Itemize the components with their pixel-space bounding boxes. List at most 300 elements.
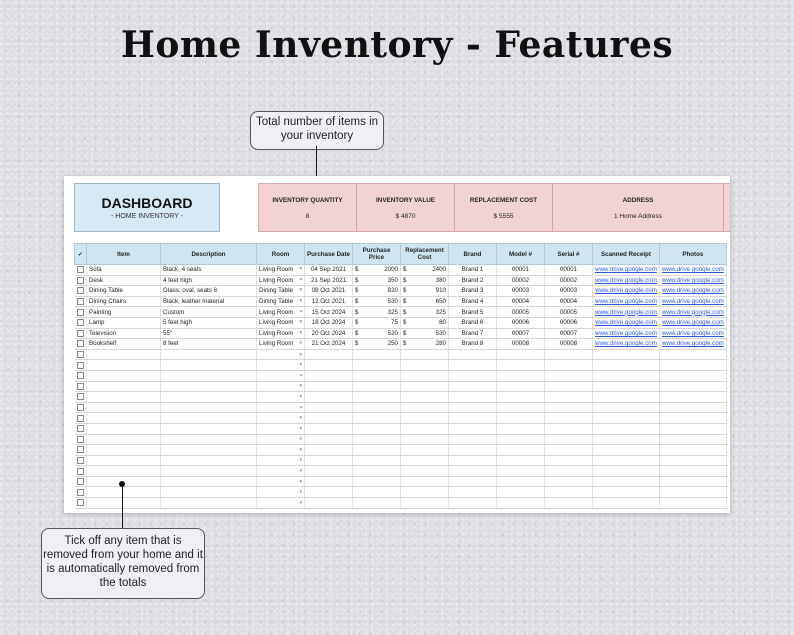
- cell-room[interactable]: [257, 392, 305, 403]
- empty-cell[interactable]: [353, 466, 401, 477]
- cell-description[interactable]: 55": [161, 328, 257, 339]
- empty-cell[interactable]: [449, 381, 497, 392]
- empty-cell[interactable]: [401, 370, 449, 381]
- cell-photos[interactable]: [659, 339, 726, 350]
- empty-cell[interactable]: [659, 445, 726, 456]
- empty-cell[interactable]: [353, 476, 401, 487]
- empty-cell[interactable]: [449, 476, 497, 487]
- cell-scanned-receipt[interactable]: [593, 286, 660, 297]
- cell-room[interactable]: [257, 265, 305, 276]
- empty-cell[interactable]: [497, 434, 545, 445]
- empty-cell[interactable]: [87, 498, 161, 509]
- cell-room[interactable]: [257, 487, 305, 498]
- chevron-down-icon[interactable]: ▾: [299, 319, 302, 326]
- chevron-down-icon[interactable]: ▾: [299, 329, 302, 336]
- chevron-down-icon[interactable]: ▾: [299, 468, 302, 475]
- chevron-down-icon[interactable]: ▾: [299, 415, 302, 422]
- cell-room[interactable]: [257, 339, 305, 350]
- empty-cell[interactable]: [545, 498, 593, 509]
- empty-cell[interactable]: [353, 434, 401, 445]
- empty-cell[interactable]: [593, 402, 660, 413]
- chevron-down-icon[interactable]: ▾: [299, 404, 302, 411]
- empty-cell[interactable]: [401, 466, 449, 477]
- chevron-down-icon[interactable]: ▾: [299, 436, 302, 443]
- chevron-down-icon[interactable]: ▾: [299, 499, 302, 506]
- cell-purchase-price[interactable]: [353, 275, 401, 286]
- cell-item[interactable]: Sofa: [87, 265, 161, 276]
- empty-cell[interactable]: [161, 423, 257, 434]
- cell-photos[interactable]: [659, 286, 726, 297]
- empty-cell[interactable]: [449, 360, 497, 371]
- row-checkbox[interactable]: [77, 362, 84, 369]
- cell-model[interactable]: 00004: [497, 296, 545, 307]
- cell-photos[interactable]: [659, 275, 726, 286]
- row-checkbox[interactable]: [77, 298, 84, 305]
- empty-cell[interactable]: [497, 487, 545, 498]
- empty-cell[interactable]: [593, 413, 660, 424]
- cell-photos[interactable]: [659, 317, 726, 328]
- empty-cell[interactable]: [659, 402, 726, 413]
- empty-cell[interactable]: [401, 498, 449, 509]
- empty-cell[interactable]: [545, 392, 593, 403]
- cell-scanned-receipt[interactable]: [593, 307, 660, 318]
- cell-item[interactable]: Lamp: [87, 317, 161, 328]
- empty-cell[interactable]: [401, 455, 449, 466]
- cell-purchase-price[interactable]: [353, 307, 401, 318]
- empty-cell[interactable]: [353, 413, 401, 424]
- empty-cell[interactable]: [401, 381, 449, 392]
- empty-cell[interactable]: [87, 349, 161, 360]
- empty-cell[interactable]: [593, 455, 660, 466]
- empty-cell[interactable]: [401, 392, 449, 403]
- empty-cell[interactable]: [87, 455, 161, 466]
- cell-item[interactable]: Dining Table: [87, 286, 161, 297]
- receipt-link[interactable]: www.drive.google.com: [595, 298, 657, 306]
- empty-cell[interactable]: [161, 498, 257, 509]
- cell-description[interactable]: Custom: [161, 307, 257, 318]
- chevron-down-icon[interactable]: ▾: [299, 425, 302, 432]
- cell-brand[interactable]: Brand 8: [449, 339, 497, 350]
- empty-cell[interactable]: [593, 392, 660, 403]
- cell-room[interactable]: [257, 286, 305, 297]
- cell-replacement-cost[interactable]: [401, 265, 449, 276]
- empty-cell[interactable]: [305, 455, 353, 466]
- cell-room[interactable]: [257, 476, 305, 487]
- photos-link[interactable]: www.drive.google.com: [661, 298, 724, 306]
- row-checkbox[interactable]: [77, 478, 84, 485]
- empty-cell[interactable]: [659, 466, 726, 477]
- receipt-link[interactable]: www.drive.google.com: [595, 329, 657, 337]
- cell-description[interactable]: 4 feet high: [161, 275, 257, 286]
- empty-cell[interactable]: [401, 487, 449, 498]
- photos-link[interactable]: www.drive.google.com: [661, 329, 724, 337]
- receipt-link[interactable]: www.drive.google.com: [595, 287, 657, 295]
- chevron-down-icon[interactable]: ▾: [299, 298, 302, 305]
- empty-cell[interactable]: [659, 455, 726, 466]
- empty-cell[interactable]: [593, 476, 660, 487]
- cell-scanned-receipt[interactable]: [593, 328, 660, 339]
- empty-cell[interactable]: [497, 498, 545, 509]
- row-checkbox[interactable]: [77, 393, 84, 400]
- empty-cell[interactable]: [593, 349, 660, 360]
- cell-purchase-date[interactable]: 18 Oct 2024: [305, 317, 353, 328]
- empty-cell[interactable]: [353, 349, 401, 360]
- row-checkbox[interactable]: [77, 415, 84, 422]
- row-checkbox[interactable]: [77, 404, 84, 411]
- row-checkbox[interactable]: [77, 372, 84, 379]
- empty-cell[interactable]: [497, 455, 545, 466]
- empty-cell[interactable]: [593, 498, 660, 509]
- cell-replacement-cost[interactable]: [401, 275, 449, 286]
- empty-cell[interactable]: [545, 360, 593, 371]
- empty-cell[interactable]: [305, 381, 353, 392]
- cell-photos[interactable]: [659, 265, 726, 276]
- cell-serial[interactable]: 00004: [545, 296, 593, 307]
- row-checkbox[interactable]: [77, 468, 84, 475]
- photos-link[interactable]: www.drive.google.com: [661, 319, 724, 327]
- empty-cell[interactable]: [545, 402, 593, 413]
- receipt-link[interactable]: www.drive.google.com: [595, 276, 657, 284]
- empty-cell[interactable]: [87, 392, 161, 403]
- empty-cell[interactable]: [497, 349, 545, 360]
- row-checkbox[interactable]: [77, 499, 84, 506]
- cell-scanned-receipt[interactable]: [593, 317, 660, 328]
- empty-cell[interactable]: [449, 434, 497, 445]
- empty-cell[interactable]: [545, 381, 593, 392]
- cell-room[interactable]: [257, 434, 305, 445]
- cell-room[interactable]: [257, 445, 305, 456]
- chevron-down-icon[interactable]: ▾: [299, 287, 302, 294]
- empty-cell[interactable]: [87, 360, 161, 371]
- empty-cell[interactable]: [449, 402, 497, 413]
- cell-serial[interactable]: 00002: [545, 275, 593, 286]
- empty-cell[interactable]: [305, 370, 353, 381]
- cell-room[interactable]: [257, 275, 305, 286]
- cell-photos[interactable]: [659, 296, 726, 307]
- chevron-down-icon[interactable]: ▾: [299, 276, 302, 283]
- empty-cell[interactable]: [353, 423, 401, 434]
- empty-cell[interactable]: [401, 476, 449, 487]
- row-checkbox[interactable]: [77, 266, 84, 273]
- empty-cell[interactable]: [305, 476, 353, 487]
- empty-cell[interactable]: [449, 423, 497, 434]
- empty-cell[interactable]: [659, 381, 726, 392]
- empty-cell[interactable]: [353, 445, 401, 456]
- cell-serial[interactable]: 00001: [545, 265, 593, 276]
- cell-purchase-price[interactable]: [353, 339, 401, 350]
- cell-purchase-price[interactable]: [353, 317, 401, 328]
- cell-model[interactable]: 00006: [497, 317, 545, 328]
- empty-cell[interactable]: [305, 498, 353, 509]
- empty-cell[interactable]: [87, 434, 161, 445]
- cell-purchase-date[interactable]: 21 Sep 2021: [305, 275, 353, 286]
- empty-cell[interactable]: [353, 392, 401, 403]
- cell-replacement-cost[interactable]: [401, 307, 449, 318]
- empty-cell[interactable]: [449, 349, 497, 360]
- empty-cell[interactable]: [449, 370, 497, 381]
- empty-cell[interactable]: [305, 434, 353, 445]
- empty-cell[interactable]: [497, 445, 545, 456]
- empty-cell[interactable]: [545, 487, 593, 498]
- empty-cell[interactable]: [449, 487, 497, 498]
- cell-purchase-date[interactable]: 15 Oct 2024: [305, 307, 353, 318]
- chevron-down-icon[interactable]: ▾: [299, 266, 302, 273]
- row-checkbox[interactable]: [77, 446, 84, 453]
- summary-value[interactable]: 1 Home Address: [613, 213, 663, 220]
- empty-cell[interactable]: [659, 423, 726, 434]
- empty-cell[interactable]: [449, 392, 497, 403]
- empty-cell[interactable]: [593, 360, 660, 371]
- cell-purchase-price[interactable]: [353, 328, 401, 339]
- empty-cell[interactable]: [449, 413, 497, 424]
- empty-cell[interactable]: [659, 349, 726, 360]
- cell-replacement-cost[interactable]: [401, 296, 449, 307]
- photos-link[interactable]: www.drive.google.com: [661, 308, 724, 316]
- cell-model[interactable]: 00007: [497, 328, 545, 339]
- cell-room[interactable]: [257, 413, 305, 424]
- cell-room[interactable]: [257, 296, 305, 307]
- empty-cell[interactable]: [87, 423, 161, 434]
- cell-serial[interactable]: 00007: [545, 328, 593, 339]
- empty-cell[interactable]: [401, 349, 449, 360]
- empty-cell[interactable]: [161, 413, 257, 424]
- cell-room[interactable]: [257, 328, 305, 339]
- empty-cell[interactable]: [593, 381, 660, 392]
- empty-cell[interactable]: [305, 423, 353, 434]
- cell-serial[interactable]: 00006: [545, 317, 593, 328]
- empty-cell[interactable]: [401, 423, 449, 434]
- cell-description[interactable]: Black, leather material: [161, 296, 257, 307]
- cell-item[interactable]: Desk: [87, 275, 161, 286]
- empty-cell[interactable]: [161, 381, 257, 392]
- empty-cell[interactable]: [401, 434, 449, 445]
- empty-cell[interactable]: [497, 466, 545, 477]
- empty-cell[interactable]: [305, 466, 353, 477]
- empty-cell[interactable]: [305, 360, 353, 371]
- chevron-down-icon[interactable]: ▾: [299, 478, 302, 485]
- cell-scanned-receipt[interactable]: [593, 265, 660, 276]
- empty-cell[interactable]: [353, 370, 401, 381]
- cell-room[interactable]: [257, 402, 305, 413]
- cell-item[interactable]: Television: [87, 328, 161, 339]
- empty-cell[interactable]: [659, 487, 726, 498]
- empty-cell[interactable]: [87, 370, 161, 381]
- empty-cell[interactable]: [593, 423, 660, 434]
- cell-scanned-receipt[interactable]: [593, 339, 660, 350]
- chevron-down-icon[interactable]: ▾: [299, 383, 302, 390]
- cell-purchase-price[interactable]: [353, 286, 401, 297]
- empty-cell[interactable]: [161, 370, 257, 381]
- row-checkbox[interactable]: [77, 277, 84, 284]
- empty-cell[interactable]: [545, 466, 593, 477]
- empty-cell[interactable]: [161, 402, 257, 413]
- empty-cell[interactable]: [87, 445, 161, 456]
- receipt-link[interactable]: www.drive.google.com: [595, 340, 657, 348]
- empty-cell[interactable]: [545, 413, 593, 424]
- cell-purchase-date[interactable]: 21 Oct 2024: [305, 339, 353, 350]
- row-checkbox[interactable]: [77, 351, 84, 358]
- photos-link[interactable]: www.drive.google.com: [661, 266, 724, 274]
- row-checkbox[interactable]: [77, 330, 84, 337]
- cell-room[interactable]: [257, 307, 305, 318]
- cell-room[interactable]: [257, 317, 305, 328]
- cell-purchase-price[interactable]: [353, 265, 401, 276]
- empty-cell[interactable]: [659, 434, 726, 445]
- cell-purchase-date[interactable]: 12 Oct 2021: [305, 296, 353, 307]
- chevron-down-icon[interactable]: ▾: [299, 351, 302, 358]
- chevron-down-icon[interactable]: ▾: [299, 489, 302, 496]
- cell-room[interactable]: [257, 349, 305, 360]
- cell-purchase-date[interactable]: 08 Oct 2021: [305, 286, 353, 297]
- empty-cell[interactable]: [87, 413, 161, 424]
- empty-cell[interactable]: [449, 455, 497, 466]
- empty-cell[interactable]: [545, 476, 593, 487]
- receipt-link[interactable]: www.drive.google.com: [595, 266, 657, 274]
- row-checkbox[interactable]: [77, 340, 84, 347]
- cell-room[interactable]: [257, 455, 305, 466]
- cell-description[interactable]: Black, 4 seats: [161, 265, 257, 276]
- cell-brand[interactable]: Brand 6: [449, 317, 497, 328]
- cell-replacement-cost[interactable]: [401, 328, 449, 339]
- empty-cell[interactable]: [593, 445, 660, 456]
- photos-link[interactable]: www.drive.google.com: [661, 276, 724, 284]
- empty-cell[interactable]: [353, 381, 401, 392]
- cell-purchase-date[interactable]: 04 Sep 2021: [305, 265, 353, 276]
- receipt-link[interactable]: www.drive.google.com: [595, 308, 657, 316]
- cell-model[interactable]: 00002: [497, 275, 545, 286]
- empty-cell[interactable]: [401, 402, 449, 413]
- empty-cell[interactable]: [353, 487, 401, 498]
- row-checkbox[interactable]: [77, 309, 84, 316]
- chevron-down-icon[interactable]: ▾: [299, 372, 302, 379]
- empty-cell[interactable]: [401, 413, 449, 424]
- empty-cell[interactable]: [305, 445, 353, 456]
- cell-room[interactable]: [257, 370, 305, 381]
- cell-photos[interactable]: [659, 328, 726, 339]
- cell-photos[interactable]: [659, 307, 726, 318]
- row-checkbox[interactable]: [77, 457, 84, 464]
- empty-cell[interactable]: [161, 434, 257, 445]
- cell-room[interactable]: [257, 381, 305, 392]
- empty-cell[interactable]: [497, 360, 545, 371]
- empty-cell[interactable]: [659, 476, 726, 487]
- cell-brand[interactable]: Brand 2: [449, 275, 497, 286]
- empty-cell[interactable]: [449, 498, 497, 509]
- empty-cell[interactable]: [161, 476, 257, 487]
- empty-cell[interactable]: [401, 360, 449, 371]
- empty-cell[interactable]: [545, 445, 593, 456]
- summary-value[interactable]: $ 5555: [493, 213, 514, 220]
- empty-cell[interactable]: [497, 476, 545, 487]
- chevron-down-icon[interactable]: ▾: [299, 340, 302, 347]
- summary-value[interactable]: 8: [305, 213, 310, 220]
- empty-cell[interactable]: [545, 434, 593, 445]
- empty-cell[interactable]: [87, 402, 161, 413]
- row-checkbox[interactable]: [77, 383, 84, 390]
- cell-item[interactable]: Dining Chairs: [87, 296, 161, 307]
- empty-cell[interactable]: [449, 466, 497, 477]
- cell-brand[interactable]: Brand 1: [449, 265, 497, 276]
- cell-brand[interactable]: Brand 3: [449, 286, 497, 297]
- photos-link[interactable]: www.drive.google.com: [661, 287, 724, 295]
- receipt-link[interactable]: www.drive.google.com: [595, 319, 657, 327]
- empty-cell[interactable]: [593, 434, 660, 445]
- empty-cell[interactable]: [305, 487, 353, 498]
- cell-replacement-cost[interactable]: [401, 317, 449, 328]
- cell-purchase-date[interactable]: 20 Oct 2024: [305, 328, 353, 339]
- empty-cell[interactable]: [497, 392, 545, 403]
- chevron-down-icon[interactable]: ▾: [299, 393, 302, 400]
- empty-cell[interactable]: [161, 360, 257, 371]
- cell-room[interactable]: [257, 466, 305, 477]
- empty-cell[interactable]: [659, 498, 726, 509]
- empty-cell[interactable]: [497, 370, 545, 381]
- cell-description[interactable]: Glass, oval, seats 8: [161, 286, 257, 297]
- empty-cell[interactable]: [87, 487, 161, 498]
- cell-item[interactable]: Painting: [87, 307, 161, 318]
- empty-cell[interactable]: [161, 445, 257, 456]
- empty-cell[interactable]: [161, 392, 257, 403]
- row-checkbox[interactable]: [77, 489, 84, 496]
- empty-cell[interactable]: [659, 370, 726, 381]
- chevron-down-icon[interactable]: ▾: [299, 362, 302, 369]
- empty-cell[interactable]: [305, 413, 353, 424]
- cell-scanned-receipt[interactable]: [593, 275, 660, 286]
- empty-cell[interactable]: [497, 402, 545, 413]
- empty-cell[interactable]: [161, 349, 257, 360]
- empty-cell[interactable]: [305, 392, 353, 403]
- empty-cell[interactable]: [545, 370, 593, 381]
- row-checkbox[interactable]: [77, 425, 84, 432]
- cell-brand[interactable]: Brand 5: [449, 307, 497, 318]
- empty-cell[interactable]: [353, 402, 401, 413]
- cell-serial[interactable]: 00003: [545, 286, 593, 297]
- summary-value[interactable]: $ 4870: [395, 213, 416, 220]
- empty-cell[interactable]: [161, 466, 257, 477]
- cell-purchase-price[interactable]: [353, 296, 401, 307]
- empty-cell[interactable]: [401, 445, 449, 456]
- empty-cell[interactable]: [353, 455, 401, 466]
- empty-cell[interactable]: [545, 455, 593, 466]
- cell-scanned-receipt[interactable]: [593, 296, 660, 307]
- chevron-down-icon[interactable]: ▾: [299, 446, 302, 453]
- chevron-down-icon[interactable]: ▾: [299, 308, 302, 315]
- empty-cell[interactable]: [593, 466, 660, 477]
- cell-replacement-cost[interactable]: [401, 286, 449, 297]
- empty-cell[interactable]: [593, 487, 660, 498]
- cell-item[interactable]: Bookshelf: [87, 339, 161, 350]
- empty-cell[interactable]: [87, 381, 161, 392]
- cell-room[interactable]: [257, 498, 305, 509]
- empty-cell[interactable]: [659, 360, 726, 371]
- cell-replacement-cost[interactable]: [401, 339, 449, 350]
- chevron-down-icon[interactable]: ▾: [299, 457, 302, 464]
- cell-brand[interactable]: Brand 4: [449, 296, 497, 307]
- cell-model[interactable]: 00003: [497, 286, 545, 297]
- row-checkbox[interactable]: [77, 319, 84, 326]
- empty-cell[interactable]: [497, 413, 545, 424]
- empty-cell[interactable]: [449, 445, 497, 456]
- empty-cell[interactable]: [161, 455, 257, 466]
- empty-cell[interactable]: [545, 423, 593, 434]
- empty-cell[interactable]: [353, 360, 401, 371]
- cell-brand[interactable]: Brand 7: [449, 328, 497, 339]
- photos-link[interactable]: www.drive.google.com: [661, 340, 724, 348]
- empty-cell[interactable]: [353, 498, 401, 509]
- empty-cell[interactable]: [87, 466, 161, 477]
- empty-cell[interactable]: [497, 423, 545, 434]
- empty-cell[interactable]: [545, 349, 593, 360]
